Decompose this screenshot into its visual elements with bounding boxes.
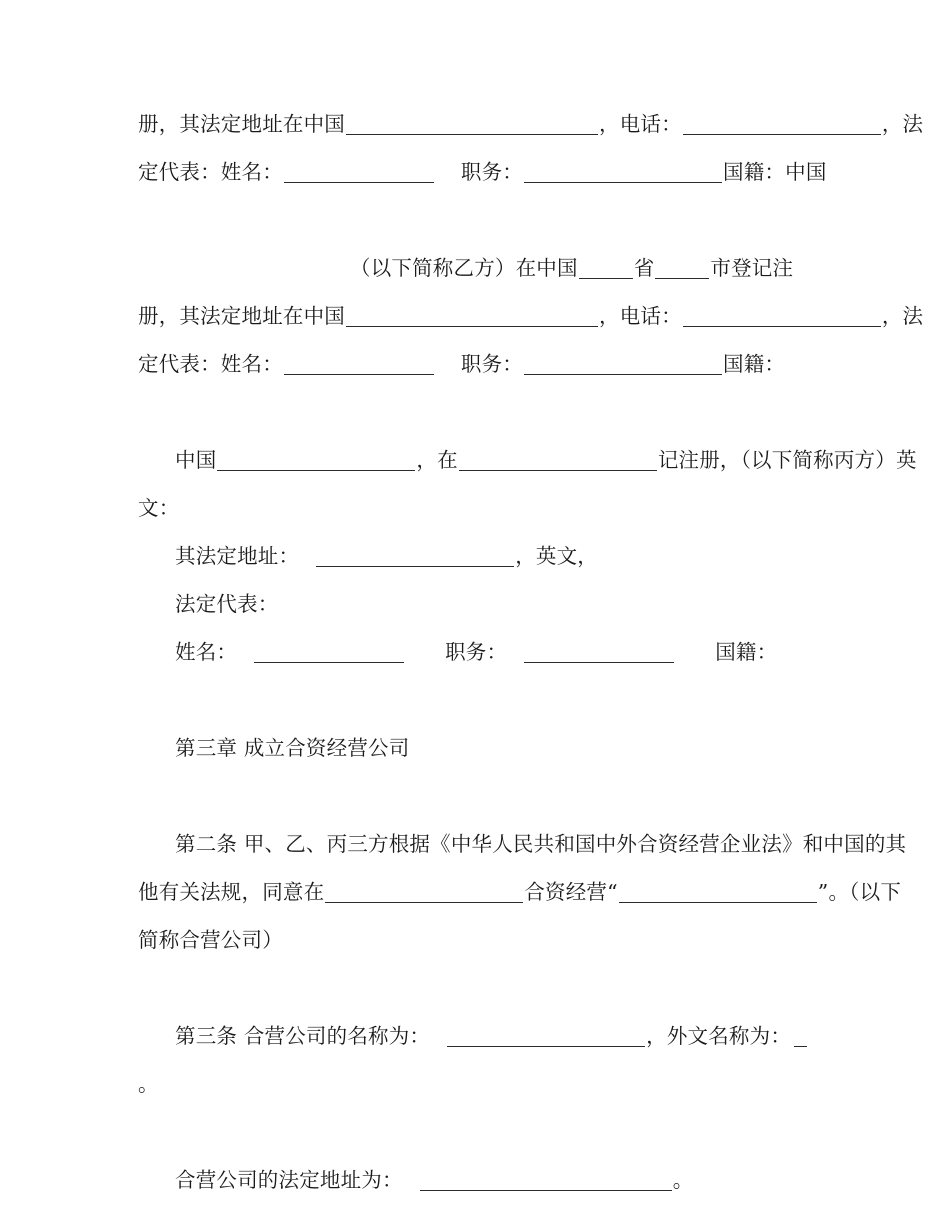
spacer-line <box>138 772 814 820</box>
article-2-text-3: 简称合营公司） <box>138 928 283 952</box>
article-2-venture-name-blank[interactable] <box>619 882 817 902</box>
party-b-registration-tail: 市登记注 <box>710 256 794 280</box>
party-c-representative-fields-line <box>138 628 814 676</box>
party-c-address-line <box>138 532 814 580</box>
party-c-rep-nationality-label: 国籍： <box>715 640 778 664</box>
article-2-text-2-tail: ”。（以下 <box>817 880 902 904</box>
party-c-registration-tail: 记注册，（以下简称丙方）英 <box>657 448 917 472</box>
article-3-line-1 <box>138 1012 814 1060</box>
party-a-address-line <box>138 100 924 148</box>
party-c-country-blank[interactable] <box>217 450 415 470</box>
party-c-address-tail: ，英文， <box>515 544 599 568</box>
party-a-representative-line <box>138 148 827 196</box>
party-b-address-line <box>138 292 924 340</box>
party-c-rep-name-label: 姓名： <box>175 640 238 664</box>
party-c-rep-label: 法定代表： <box>175 592 279 616</box>
party-c-english-line <box>138 484 814 532</box>
article-3-address-label: 合营公司的法定地址为： <box>175 1168 403 1192</box>
party-b-registration-line <box>138 244 814 292</box>
article-3-line-2 <box>138 1060 814 1108</box>
chapter-3-heading-text: 第三章 成立合资经营公司 <box>175 736 410 760</box>
party-a-rep-title-blank[interactable] <box>524 162 722 182</box>
party-b-rep-nationality-label: 国籍： <box>723 352 786 376</box>
article-2-text-1: 第二条 甲、乙、丙三方根据《中华人民共和国中外合资经营企业法》和中国的其 <box>175 832 907 856</box>
party-a-address-prefix: 册，其法定地址在中国 <box>138 112 345 136</box>
article-3-foreign-name-blank[interactable] <box>794 1028 807 1046</box>
party-b-address-prefix: 册，其法定地址在中国 <box>138 304 345 328</box>
spacer-line <box>138 676 814 724</box>
party-c-rep-title-blank[interactable] <box>524 642 674 662</box>
article-2-line-1 <box>138 820 907 868</box>
article-3-address-tail: 。 <box>672 1168 694 1192</box>
party-c-rep-name-blank[interactable] <box>254 642 404 662</box>
party-b-address-line-tail: ，法 <box>881 304 924 328</box>
article-2-text-2-mid: 合资经营“ <box>524 880 618 904</box>
party-b-phone-blank[interactable] <box>683 306 881 326</box>
article-2-text-2-prefix: 他有关法规，同意在 <box>138 880 325 904</box>
party-b-alias-prefix: （以下简称乙方）在中国 <box>350 256 578 280</box>
party-c-address-label: 其法定地址： <box>175 544 300 568</box>
party-c-representative-label-line <box>138 580 814 628</box>
party-c-register-place-blank[interactable] <box>459 450 657 470</box>
article-3-foreign-name-label: ，外文名称为： <box>646 1024 792 1048</box>
document-body <box>138 100 924 1204</box>
party-a-address-blank[interactable] <box>346 114 598 134</box>
party-a-phone-blank[interactable] <box>683 114 881 134</box>
party-b-rep-title-label: 职务： <box>460 352 524 376</box>
party-b-address-blank[interactable] <box>346 306 598 326</box>
party-c-registration-line <box>138 436 917 484</box>
party-b-city-blank[interactable] <box>655 258 709 278</box>
article-3-name-blank[interactable] <box>447 1026 645 1046</box>
spacer-line <box>138 388 814 436</box>
party-b-rep-name-label: 定代表：姓名： <box>138 352 283 376</box>
party-a-rep-title-label: 职务： <box>460 160 524 184</box>
party-b-rep-title-blank[interactable] <box>524 354 722 374</box>
party-c-country-label: 中国 <box>175 448 217 472</box>
party-b-representative-line <box>138 340 814 388</box>
chapter-3-heading <box>138 724 814 772</box>
spacer-line <box>138 964 814 1012</box>
party-a-rep-name-blank[interactable] <box>284 162 434 182</box>
party-b-phone-label: ，电话： <box>599 304 682 328</box>
party-b-rep-name-blank[interactable] <box>284 354 434 374</box>
party-b-province-blank[interactable] <box>579 258 633 278</box>
article-2-line-2 <box>138 868 902 916</box>
spacer-line <box>138 196 814 244</box>
party-c-rep-title-label: 职务： <box>445 640 508 664</box>
article-3-name-label: 第三条 合营公司的名称为： <box>175 1024 431 1048</box>
party-a-rep-nationality: 国籍：中国 <box>723 160 827 184</box>
party-a-rep-name-label: 定代表：姓名： <box>138 160 283 184</box>
spacer-line <box>138 1108 814 1156</box>
article-2-location-blank[interactable] <box>325 882 523 902</box>
party-c-address-blank[interactable] <box>316 546 514 566</box>
party-a-phone-label: ，电话： <box>599 112 682 136</box>
article-3-text-2: 。 <box>138 1072 159 1096</box>
article-3-address-blank[interactable] <box>420 1170 672 1190</box>
article-2-line-3 <box>138 916 814 964</box>
party-c-english-label: 文： <box>138 496 180 520</box>
party-b-province-label: 省 <box>633 256 655 280</box>
party-a-address-line-tail: ，法 <box>881 112 924 136</box>
party-c-register-at-label: ，在 <box>416 448 458 472</box>
article-3-address-line <box>138 1156 814 1204</box>
